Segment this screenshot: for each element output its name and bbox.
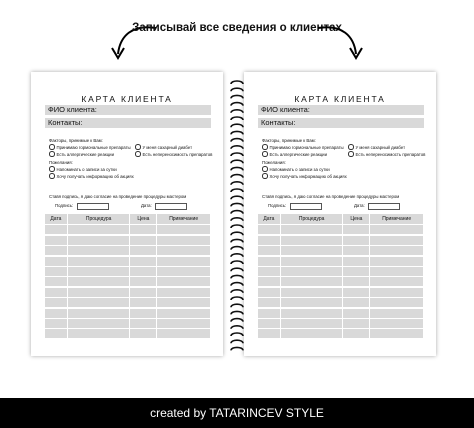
curved-arrow-right-icon [316,18,364,60]
table-cell [343,225,369,234]
table-cell [370,288,423,297]
table-cell [68,277,130,286]
table-cell [45,277,67,286]
table-cell [157,246,210,255]
table-cell [45,319,67,328]
radio-icon [262,173,268,179]
table-cell [343,288,369,297]
wish-item: Хочу получать информацию об акциях [262,173,347,179]
card-title: КАРТА КЛИЕНТА [81,94,173,104]
column-header-date: Дата [258,214,280,224]
column-header-price: Цена [343,214,369,224]
spiral-ring [231,340,243,343]
consent-text: Ставя подпись, я даю согласие на проведение процедуры мастером [262,194,400,199]
table-cell [281,319,343,328]
radio-icon [49,144,55,150]
table-cell [130,329,156,338]
contacts-field: Контакты: [258,118,424,128]
spiral-ring [231,131,243,134]
visits-table [258,214,424,338]
table-cell [281,257,343,266]
client-card-page-right [244,72,436,356]
table-cell [258,257,280,266]
table-cell [130,298,156,307]
table-cell [370,277,423,286]
table-cell [130,319,156,328]
table-cell [370,257,423,266]
table-row [258,319,424,328]
wish-item: Хочу получать информацию об акциях [49,173,134,179]
table-cell [258,277,280,286]
footer-credit: created by TATARINCEV STYLE [0,398,474,428]
table-row [258,257,424,266]
table-cell [343,277,369,286]
radio-icon [348,144,354,150]
table-cell [343,329,369,338]
consent-text: Ставя подпись, я даю согласие на проведение процедуры мастером [49,194,187,199]
table-cell [130,277,156,286]
column-header-date: Дата [45,214,67,224]
signature-label: Подпись: [268,203,287,208]
spiral-ring [231,203,243,206]
table-cell [370,236,423,245]
spiral-ring [231,319,243,322]
table-cell [130,309,156,318]
table-cell [258,225,280,234]
spiral-ring [231,254,243,257]
option-item: Принимаю гормональные препараты [49,144,131,150]
spiral-ring [231,247,243,250]
spiral-ring [231,117,243,120]
table-cell [258,267,280,276]
table-cell [258,246,280,255]
table-cell [258,298,280,307]
table-row [45,225,211,234]
spiral-ring [231,275,243,278]
spiral-ring [231,103,243,106]
table-cell [281,309,343,318]
factors-label: Факторы, принимые к Вам: [262,138,316,143]
table-cell [130,236,156,245]
table-cell [130,267,156,276]
spiral-ring [231,211,243,214]
table-cell [343,257,369,266]
spiral-ring [231,153,243,156]
card-title: КАРТА КЛИЕНТА [294,94,386,104]
table-cell [281,288,343,297]
table-cell [68,319,130,328]
date-field [368,203,400,210]
spiral-ring [231,225,243,228]
spiral-ring [231,95,243,98]
radio-icon [49,166,55,172]
table-row [258,298,424,307]
table-row [258,277,424,286]
factors-label: Факторы, принимые к Вам: [49,138,103,143]
option-item: Принимаю гормональные препараты [262,144,344,150]
table-row [45,329,211,338]
spiral-ring [231,268,243,271]
table-header [45,214,211,224]
table-cell [343,246,369,255]
option-item: Есть аллергические реакции [49,151,114,157]
spiral-binding [229,78,245,354]
table-cell [370,225,423,234]
table-header [258,214,424,224]
table-row [45,246,211,255]
table-cell [157,267,210,276]
table-cell [68,329,130,338]
option-item: У меня сахарный диабет [135,144,192,150]
table-cell [343,236,369,245]
radio-icon [49,151,55,157]
date-field [155,203,187,210]
date-label: Дата: [354,203,365,208]
wishes-label: Пожелания: [262,160,286,165]
spiral-ring [231,160,243,163]
table-cell [45,309,67,318]
option-item: Есть аллергические реакции [262,151,327,157]
fio-field: ФИО клиента: [45,105,211,115]
spiral-ring [231,304,243,307]
table-cell [343,309,369,318]
table-row [45,257,211,266]
spiral-ring [231,189,243,192]
table-cell [281,329,343,338]
table-cell [258,319,280,328]
table-row [258,225,424,234]
table-cell [281,225,343,234]
radio-icon [262,166,268,172]
table-cell [130,288,156,297]
table-cell [157,298,210,307]
table-cell [258,288,280,297]
option-item: Есть непереносимость препаратов [348,151,425,157]
table-cell [370,267,423,276]
table-row [258,329,424,338]
spiral-ring [231,297,243,300]
table-cell [343,298,369,307]
column-header-note: Примечание [370,214,423,224]
table-row [45,309,211,318]
table-row [258,267,424,276]
spiral-ring [231,283,243,286]
spiral-ring [231,175,243,178]
visits-table [45,214,211,338]
table-cell [258,329,280,338]
table-cell [343,319,369,328]
option-item: У меня сахарный диабет [348,144,405,150]
table-row [258,309,424,318]
signature-field [77,203,109,210]
radio-icon [135,151,141,157]
spiral-ring [231,182,243,185]
column-header-procedure: Процедура [281,214,343,224]
spiral-ring [231,139,243,142]
table-cell [370,319,423,328]
table-cell [68,246,130,255]
spiral-ring [231,110,243,113]
table-cell [68,309,130,318]
spiral-ring [231,261,243,264]
table-row [258,236,424,245]
table-cell [281,246,343,255]
table-cell [258,236,280,245]
spiral-ring [231,81,243,84]
table-cell [68,225,130,234]
table-row [45,298,211,307]
option-item: Есть непереносимость препаратов [135,151,212,157]
table-cell [258,309,280,318]
table-cell [45,246,67,255]
table-cell [68,257,130,266]
radio-icon [135,144,141,150]
spiral-ring [231,347,243,350]
table-row [258,246,424,255]
spiral-ring [231,333,243,336]
radio-icon [49,173,55,179]
radio-icon [262,151,268,157]
table-cell [130,246,156,255]
spiral-ring [231,239,243,242]
spiral-ring [231,124,243,127]
spiral-ring [231,311,243,314]
table-cell [157,236,210,245]
fio-field: ФИО клиента: [258,105,424,115]
column-header-note: Примечание [157,214,210,224]
table-cell [68,267,130,276]
signature-field [290,203,322,210]
spiral-ring [231,146,243,149]
table-cell [45,288,67,297]
table-cell [157,288,210,297]
spiral-ring [231,196,243,199]
spiral-ring [231,232,243,235]
table-cell [157,329,210,338]
table-cell [157,309,210,318]
client-card-page-left [31,72,223,356]
spiral-ring [231,167,243,170]
table-cell [370,246,423,255]
wish-item: Напоминать о записи за сутки [49,166,117,172]
table-row [45,277,211,286]
table-cell [281,267,343,276]
radio-icon [262,144,268,150]
date-label: Дата: [141,203,152,208]
table-row [45,288,211,297]
table-cell [68,298,130,307]
contacts-field: Контакты: [45,118,211,128]
table-cell [157,257,210,266]
table-cell [68,288,130,297]
table-cell [45,329,67,338]
table-row [258,288,424,297]
table-cell [343,267,369,276]
table-cell [281,277,343,286]
table-row [45,267,211,276]
table-cell [68,236,130,245]
column-header-procedure: Процедура [68,214,130,224]
headline: Записывай все сведения о клиентах [132,22,342,34]
table-cell [45,298,67,307]
table-cell [45,257,67,266]
table-cell [45,225,67,234]
table-cell [370,329,423,338]
table-cell [45,236,67,245]
table-cell [130,225,156,234]
spiral-ring [231,88,243,91]
table-cell [157,319,210,328]
radio-icon [348,151,354,157]
wishes-label: Пожелания: [49,160,73,165]
table-cell [370,309,423,318]
signature-label: Подпись: [55,203,74,208]
table-row [45,319,211,328]
table-cell [45,267,67,276]
table-cell [281,236,343,245]
table-cell [370,298,423,307]
table-cell [130,257,156,266]
table-row [45,236,211,245]
spiral-ring [231,290,243,293]
wish-item: Напоминать о записи за сутки [262,166,330,172]
table-cell [157,277,210,286]
table-cell [281,298,343,307]
spiral-ring [231,218,243,221]
spiral-ring [231,326,243,329]
column-header-price: Цена [130,214,156,224]
table-cell [157,225,210,234]
